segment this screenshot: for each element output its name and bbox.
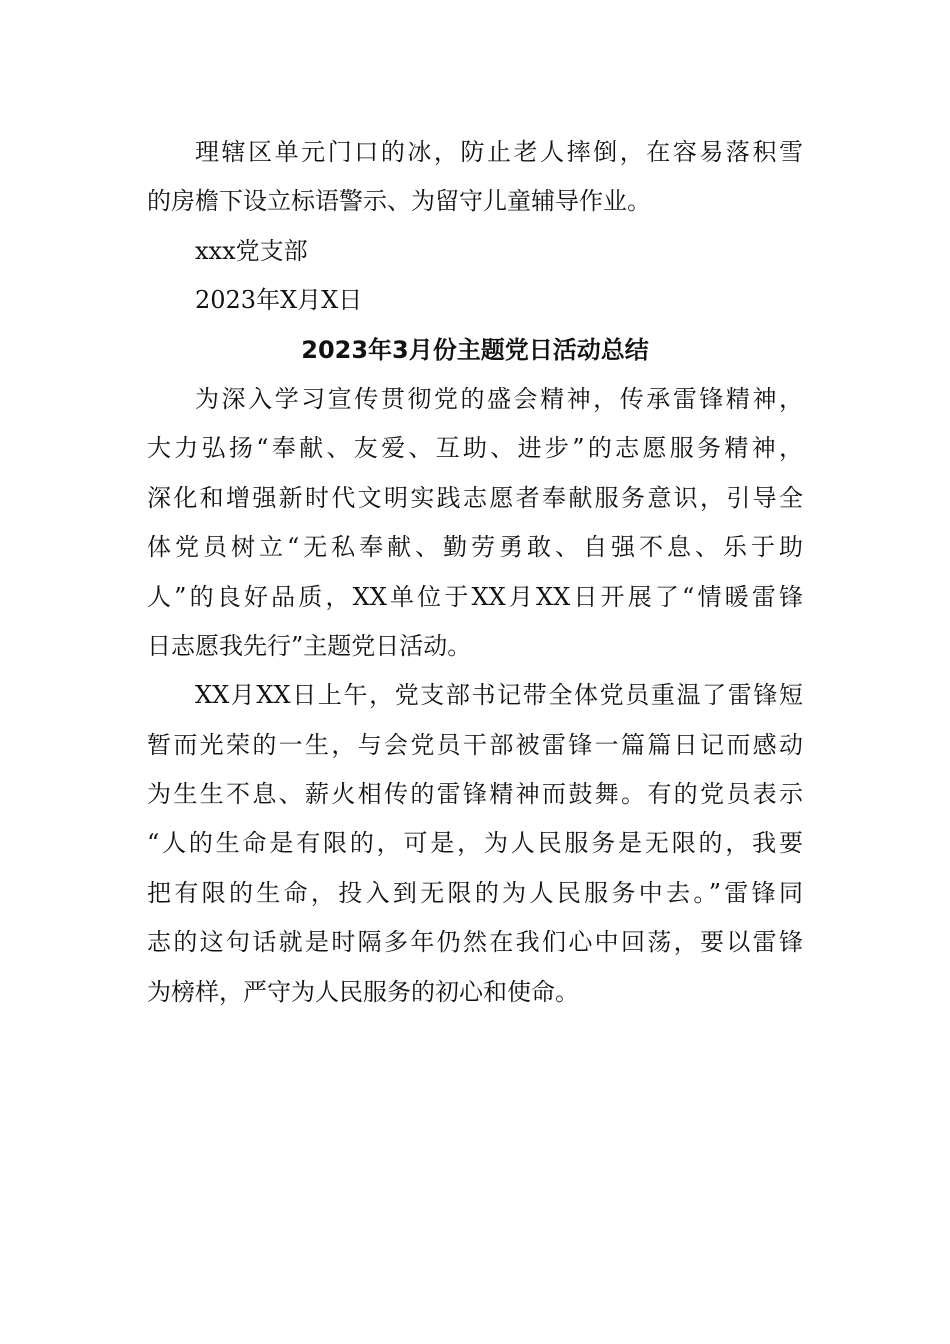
text-line: 理辖区单元门口的冰，防止老人摔倒，在容易落积雪	[195, 138, 803, 166]
text-line: 为生生不息、薪火相传的雷锋精神而鼓舞。有的党员表示	[147, 780, 803, 809]
text-line: “人的生命是有限的，可是，为人民服务是无限的，我要	[147, 829, 803, 858]
text-line: 日志愿我先行”主题党日活动。	[147, 631, 472, 660]
text-line: 暂而光荣的一生，与会党员干部被雷锋一篇篇日记而感动	[147, 730, 803, 759]
date: 2023年X月X日	[195, 286, 363, 315]
text-line: 体党员树立“无私奉献、勤劳勇敢、自强不息、乐于助	[147, 533, 803, 562]
signature: xxx党支部	[195, 236, 308, 265]
text-line: 大力弘扬“奉献、友爱、互助、进步”的志愿服务精神，	[147, 434, 803, 463]
text-line: 志的这句话就是时隔多年仍然在我们心中回荡，要以雷锋	[147, 928, 803, 957]
text-line: 人”的良好品质，XX单位于XX月XX日开展了“情暖雷锋	[147, 582, 803, 611]
text-line: XX月XX日上午，党支部书记带全体党员重温了雷锋短	[195, 681, 803, 710]
text-line: 的房檐下设立标语警示、为留守儿童辅导作业。	[147, 187, 651, 216]
text-line: 深化和增强新时代文明实践志愿者奉献服务意识，引导全	[147, 483, 803, 512]
text-line: 把有限的生命，投入到无限的为人民服务中去。”雷锋同	[147, 878, 803, 907]
text-line: 为榜样，严守为人民服务的初心和使命。	[147, 977, 579, 1006]
document-title: 2023年3月份主题党日活动总结	[301, 335, 649, 364]
document-page	[147, 128, 803, 1017]
text-line: 为深入学习宣传贯彻党的盛会精神，传承雷锋精神，	[195, 384, 803, 413]
